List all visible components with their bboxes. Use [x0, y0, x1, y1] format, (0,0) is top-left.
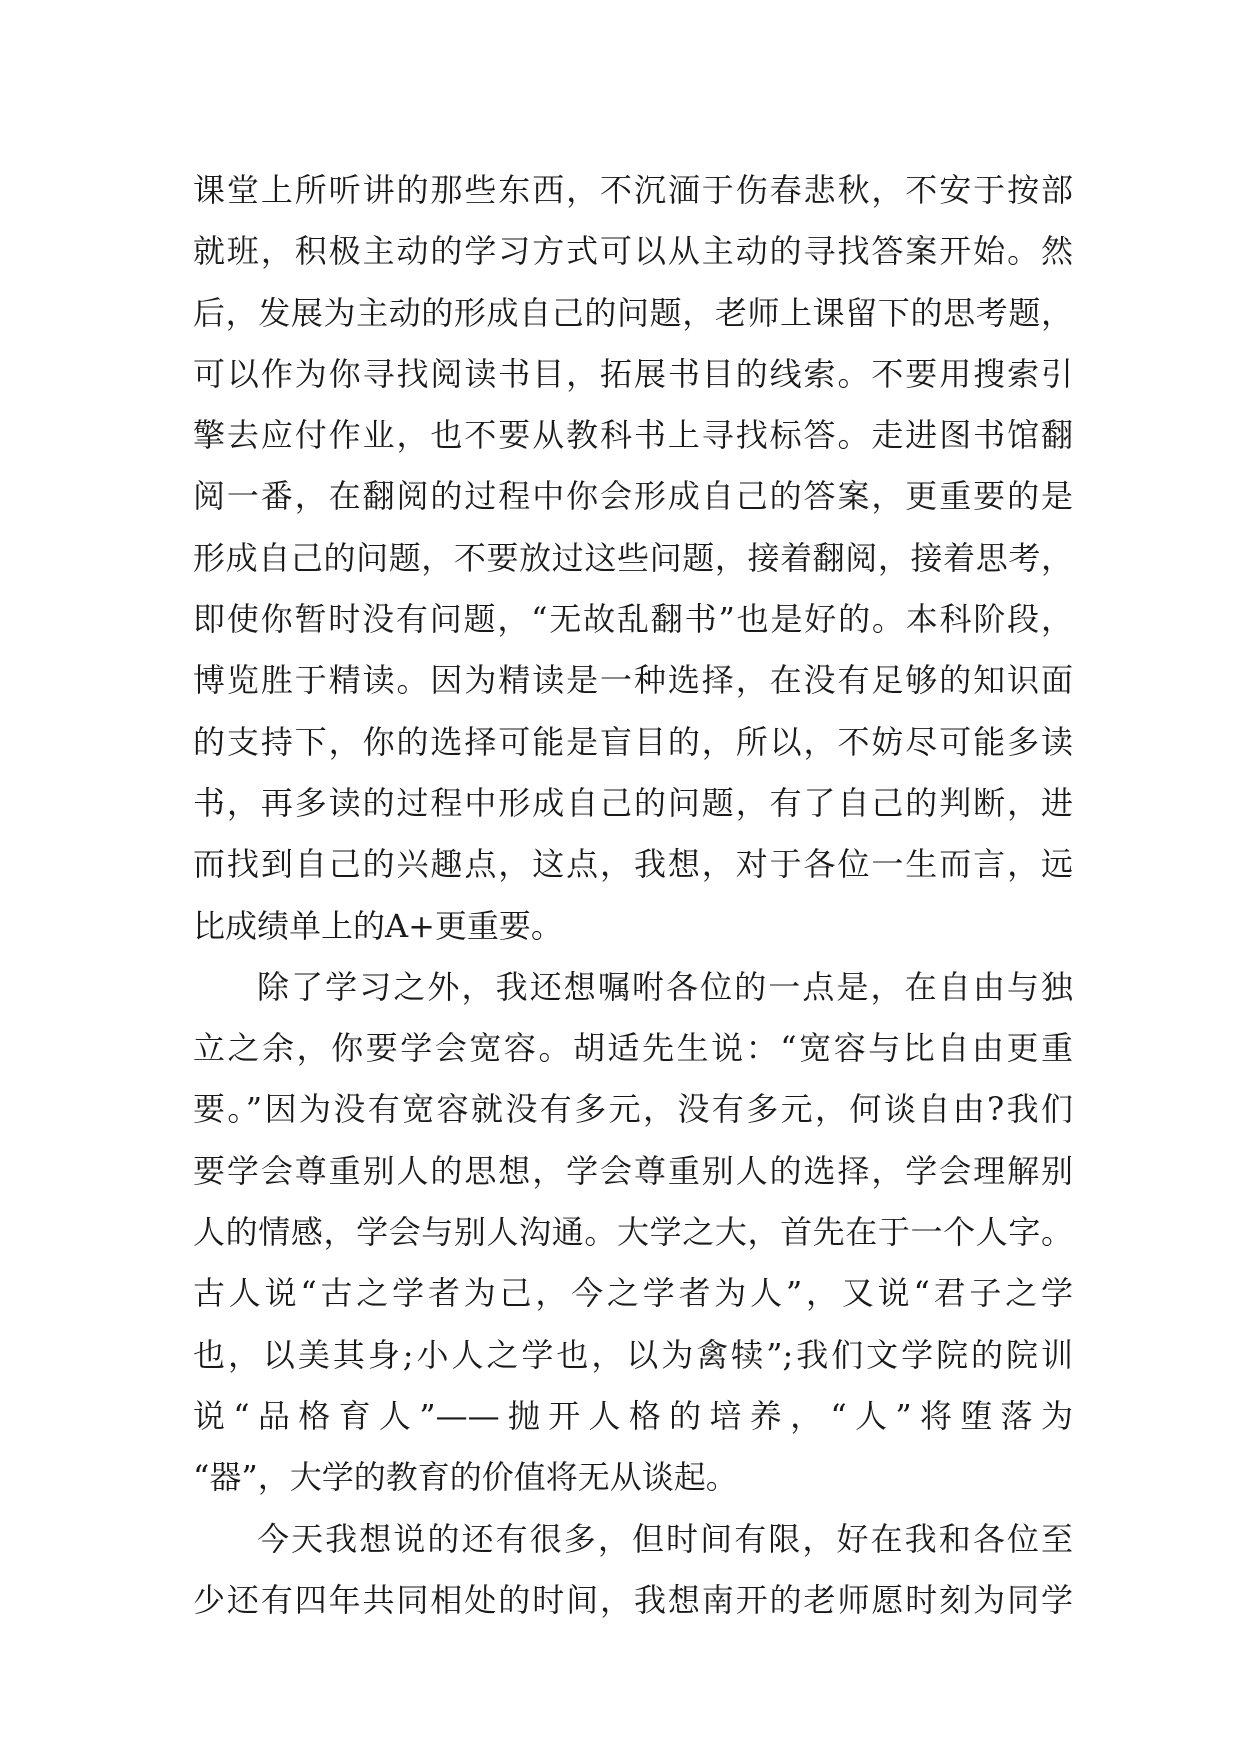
text-line: 后，发展为主动的形成自己的问题，老师上课留下的思考题，: [193, 293, 1073, 332]
text-line: 人的情感，学会与别人沟通。大学之大，首先在于一个人字。: [193, 1213, 1073, 1252]
text-line: 阅一番，在翻阅的过程中你会形成自己的答案，更重要的是: [193, 477, 1073, 516]
text-line: 课堂上所听讲的那些东西，不沉湎于伤春悲秋，不安于按部: [193, 171, 1073, 209]
text-line: 擎去应付作业，也不要从教科书上寻找标答。走进图书馆翻: [193, 416, 1073, 455]
text-line: 要。”因为没有宽容就没有多元，没有多元，何谈自由?我们: [193, 1090, 1073, 1129]
text-line: 比成绩单上的A+更重要。: [193, 906, 563, 945]
paragraph-first-line: 除了学习之外，我还想嘱咐各位的一点是，在自由与独: [257, 967, 1073, 1006]
text-line: “器”，大学的教育的价值将无从谈起。: [193, 1458, 738, 1497]
text-line: 少还有四年共同相处的时间，我想南开的老师愿时刻为同学: [193, 1580, 1073, 1619]
paragraph-first-line: 今天我想说的还有很多，但时间有限，好在我和各位至: [257, 1519, 1073, 1558]
document-body: [193, 160, 1073, 1631]
text-line: 可以作为你寻找阅读书目，拓展书目的线索。不要用搜索引: [193, 354, 1073, 393]
text-line: 书，再多读的过程中形成自己的问题，有了自己的判断，进: [193, 783, 1073, 822]
text-line: 古人说“古之学者为己，今之学者为人”，又说“君子之学: [193, 1274, 1073, 1313]
text-line: 而找到自己的兴趣点，这点，我想，对于各位一生而言，远: [193, 845, 1073, 884]
text-line: 也，以美其身;小人之学也，以为禽犊”;我们文学院的院训: [193, 1335, 1073, 1374]
text-line: 形成自己的问题，不要放过这些问题，接着翻阅，接着思考，: [193, 538, 1073, 577]
text-line: 说“品格育人”——抛开人格的培养，“人”将堕落为: [193, 1396, 1073, 1435]
text-line: 博览胜于精读。因为精读是一种选择，在没有足够的知识面: [193, 661, 1073, 700]
text-line: 立之余，你要学会宽容。胡适先生说：“宽容与比自由更重: [193, 1029, 1073, 1068]
text-line: 的支持下，你的选择可能是盲目的，所以，不妨尽可能多读: [193, 722, 1073, 761]
text-line: 即使你暂时没有问题，“无故乱翻书”也是好的。本科阶段，: [193, 600, 1073, 639]
text-line: 要学会尊重别人的思想，学会尊重别人的选择，学会理解别: [193, 1151, 1073, 1190]
text-line: 就班，积极主动的学习方式可以从主动的寻找答案开始。然: [193, 232, 1073, 271]
